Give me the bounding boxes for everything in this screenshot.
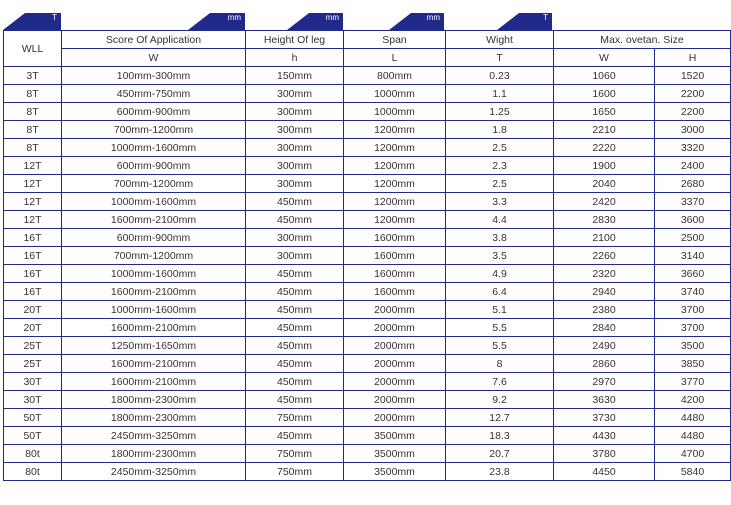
- table-row: [4, 193, 731, 211]
- size-h-cell: 4200: [655, 391, 731, 409]
- table-row: [4, 211, 731, 229]
- table-row: [4, 139, 731, 157]
- leg-height-cell: 450mm: [246, 193, 344, 211]
- unit-tab-span: mm: [389, 13, 444, 30]
- weight-cell: 9.2: [446, 391, 554, 409]
- leg-height-cell: 450mm: [246, 265, 344, 283]
- size-h-cell: 2400: [655, 157, 731, 175]
- leg-height-cell: 300mm: [246, 103, 344, 121]
- size-h-cell: 3000: [655, 121, 731, 139]
- weight-cell: 1.25: [446, 103, 554, 121]
- table-row: [4, 391, 731, 409]
- application-cell: 600mm-900mm: [62, 103, 246, 121]
- leg-height-cell: 300mm: [246, 157, 344, 175]
- leg-height-cell: 450mm: [246, 391, 344, 409]
- table-row: [4, 157, 731, 175]
- size-w-cell: 3630: [554, 391, 655, 409]
- span-cell: 2000mm: [344, 373, 446, 391]
- size-w-cell: 2860: [554, 355, 655, 373]
- weight-cell: 1.1: [446, 85, 554, 103]
- header-application: Score Of Application: [62, 31, 246, 49]
- table-body: [4, 67, 731, 481]
- wll-cell: 16T: [4, 283, 62, 301]
- size-w-cell: 4430: [554, 427, 655, 445]
- size-w-cell: 1060: [554, 67, 655, 85]
- size-h-cell: 1520: [655, 67, 731, 85]
- table-row: [4, 283, 731, 301]
- span-cell: 2000mm: [344, 391, 446, 409]
- application-cell: 700mm-1200mm: [62, 247, 246, 265]
- size-w-cell: 2210: [554, 121, 655, 139]
- size-h-cell: 2200: [655, 85, 731, 103]
- application-cell: 1600mm-2100mm: [62, 355, 246, 373]
- wll-cell: 8T: [4, 85, 62, 103]
- wll-cell: 8T: [4, 103, 62, 121]
- span-cell: 2000mm: [344, 355, 446, 373]
- leg-height-cell: 300mm: [246, 121, 344, 139]
- application-cell: 1000mm-1600mm: [62, 265, 246, 283]
- size-h-cell: 4480: [655, 427, 731, 445]
- application-cell: 1000mm-1600mm: [62, 139, 246, 157]
- size-w-cell: 2100: [554, 229, 655, 247]
- unit-tab-strip: [3, 13, 731, 30]
- size-w-cell: 2490: [554, 337, 655, 355]
- span-cell: 3500mm: [344, 463, 446, 481]
- wll-cell: 80t: [4, 445, 62, 463]
- span-cell: 1600mm: [344, 247, 446, 265]
- table-row: [4, 319, 731, 337]
- unit-tab-leg: mm: [287, 13, 343, 30]
- wll-cell: 50T: [4, 427, 62, 445]
- application-cell: 600mm-900mm: [62, 157, 246, 175]
- wll-cell: 8T: [4, 121, 62, 139]
- span-cell: 2000mm: [344, 409, 446, 427]
- wll-cell: 25T: [4, 337, 62, 355]
- size-h-cell: 3740: [655, 283, 731, 301]
- application-cell: 1600mm-2100mm: [62, 283, 246, 301]
- subheader-t: T: [446, 49, 554, 67]
- weight-cell: 2.5: [446, 139, 554, 157]
- weight-cell: 3.5: [446, 247, 554, 265]
- size-h-cell: 2680: [655, 175, 731, 193]
- application-cell: 600mm-900mm: [62, 229, 246, 247]
- span-cell: 1200mm: [344, 175, 446, 193]
- table-row: [4, 301, 731, 319]
- leg-height-cell: 750mm: [246, 445, 344, 463]
- leg-height-cell: 300mm: [246, 139, 344, 157]
- size-h-cell: 3700: [655, 301, 731, 319]
- weight-cell: 7.6: [446, 373, 554, 391]
- application-cell: 1600mm-2100mm: [62, 373, 246, 391]
- size-w-cell: 2040: [554, 175, 655, 193]
- wll-cell: 25T: [4, 355, 62, 373]
- application-cell: 1800mm-2300mm: [62, 391, 246, 409]
- span-cell: 1200mm: [344, 157, 446, 175]
- application-cell: 1800mm-2300mm: [62, 409, 246, 427]
- span-cell: 2000mm: [344, 319, 446, 337]
- leg-height-cell: 450mm: [246, 337, 344, 355]
- wll-cell: 80t: [4, 463, 62, 481]
- table-row: [4, 265, 731, 283]
- subheader-size-w: W: [554, 49, 655, 67]
- application-cell: 2450mm-3250mm: [62, 427, 246, 445]
- leg-height-cell: 450mm: [246, 301, 344, 319]
- leg-height-cell: 300mm: [246, 85, 344, 103]
- wll-cell: 16T: [4, 247, 62, 265]
- table-row: [4, 85, 731, 103]
- size-w-cell: 2940: [554, 283, 655, 301]
- size-w-cell: 2380: [554, 301, 655, 319]
- span-cell: 1600mm: [344, 229, 446, 247]
- application-cell: 450mm-750mm: [62, 85, 246, 103]
- span-cell: 1000mm: [344, 85, 446, 103]
- span-cell: 2000mm: [344, 301, 446, 319]
- size-h-cell: 3770: [655, 373, 731, 391]
- span-cell: 1600mm: [344, 265, 446, 283]
- leg-height-cell: 450mm: [246, 355, 344, 373]
- header-wll: WLL: [4, 31, 62, 67]
- weight-cell: 6.4: [446, 283, 554, 301]
- unit-tab-wll: T: [3, 13, 61, 30]
- wll-cell: 20T: [4, 301, 62, 319]
- size-w-cell: 3780: [554, 445, 655, 463]
- unit-tab-weight: T: [497, 13, 552, 30]
- size-h-cell: 4480: [655, 409, 731, 427]
- leg-height-cell: 750mm: [246, 463, 344, 481]
- size-h-cell: 2500: [655, 229, 731, 247]
- weight-cell: 8: [446, 355, 554, 373]
- size-w-cell: 2970: [554, 373, 655, 391]
- wll-cell: 20T: [4, 319, 62, 337]
- weight-cell: 1.8: [446, 121, 554, 139]
- leg-height-cell: 450mm: [246, 427, 344, 445]
- span-cell: 1200mm: [344, 193, 446, 211]
- wll-cell: 16T: [4, 265, 62, 283]
- size-w-cell: 1600: [554, 85, 655, 103]
- wll-cell: 12T: [4, 157, 62, 175]
- size-h-cell: 3850: [655, 355, 731, 373]
- header-max-size: Max. ovetan. Size: [554, 31, 731, 49]
- leg-height-cell: 450mm: [246, 373, 344, 391]
- subheader-w: W: [62, 49, 246, 67]
- table-row: [4, 247, 731, 265]
- subheader-size-h: H: [655, 49, 731, 67]
- size-w-cell: 1900: [554, 157, 655, 175]
- table-row: [4, 373, 731, 391]
- size-w-cell: 3730: [554, 409, 655, 427]
- weight-cell: 5.1: [446, 301, 554, 319]
- size-h-cell: 3500: [655, 337, 731, 355]
- size-h-cell: 3660: [655, 265, 731, 283]
- size-w-cell: 4450: [554, 463, 655, 481]
- leg-height-cell: 300mm: [246, 175, 344, 193]
- table-row: [4, 355, 731, 373]
- weight-cell: 20.7: [446, 445, 554, 463]
- size-h-cell: 3700: [655, 319, 731, 337]
- subheader-l: L: [344, 49, 446, 67]
- size-h-cell: 3600: [655, 211, 731, 229]
- size-w-cell: 2420: [554, 193, 655, 211]
- application-cell: 700mm-1200mm: [62, 121, 246, 139]
- table-row: [4, 175, 731, 193]
- span-cell: 3500mm: [344, 427, 446, 445]
- span-cell: 1200mm: [344, 211, 446, 229]
- size-h-cell: 3320: [655, 139, 731, 157]
- application-cell: 1000mm-1600mm: [62, 301, 246, 319]
- size-h-cell: 4700: [655, 445, 731, 463]
- size-h-cell: 5840: [655, 463, 731, 481]
- application-cell: 700mm-1200mm: [62, 175, 246, 193]
- weight-cell: 3.3: [446, 193, 554, 211]
- table-row: [4, 103, 731, 121]
- wll-cell: 30T: [4, 391, 62, 409]
- subheader-h: h: [246, 49, 344, 67]
- wll-cell: 30T: [4, 373, 62, 391]
- table-row: [4, 121, 731, 139]
- wll-cell: 8T: [4, 139, 62, 157]
- application-cell: 100mm-300mm: [62, 67, 246, 85]
- span-cell: 1000mm: [344, 103, 446, 121]
- size-w-cell: 2830: [554, 211, 655, 229]
- span-cell: 3500mm: [344, 445, 446, 463]
- wll-cell: 16T: [4, 229, 62, 247]
- application-cell: 2450mm-3250mm: [62, 463, 246, 481]
- table-row: [4, 409, 731, 427]
- size-h-cell: 2200: [655, 103, 731, 121]
- leg-height-cell: 450mm: [246, 319, 344, 337]
- wll-cell: 12T: [4, 175, 62, 193]
- table-row: [4, 445, 731, 463]
- application-cell: 1600mm-2100mm: [62, 319, 246, 337]
- weight-cell: 5.5: [446, 337, 554, 355]
- table-row: [4, 337, 731, 355]
- wll-cell: 50T: [4, 409, 62, 427]
- specification-table: [3, 30, 731, 481]
- size-h-cell: 3370: [655, 193, 731, 211]
- table-row: [4, 229, 731, 247]
- weight-cell: 0.23: [446, 67, 554, 85]
- header-span: Span: [344, 31, 446, 49]
- size-w-cell: 2320: [554, 265, 655, 283]
- leg-height-cell: 450mm: [246, 211, 344, 229]
- table-row: [4, 67, 731, 85]
- application-cell: 1600mm-2100mm: [62, 211, 246, 229]
- leg-height-cell: 300mm: [246, 229, 344, 247]
- application-cell: 1250mm-1650mm: [62, 337, 246, 355]
- weight-cell: 2.5: [446, 175, 554, 193]
- table-row: [4, 463, 731, 481]
- weight-cell: 5.5: [446, 319, 554, 337]
- weight-cell: 18.3: [446, 427, 554, 445]
- application-cell: 1800mm-2300mm: [62, 445, 246, 463]
- weight-cell: 2.3: [446, 157, 554, 175]
- size-w-cell: 2220: [554, 139, 655, 157]
- leg-height-cell: 450mm: [246, 283, 344, 301]
- unit-tab-application: mm: [188, 13, 245, 30]
- header-leg-height: Height Of leg: [246, 31, 344, 49]
- weight-cell: 4.9: [446, 265, 554, 283]
- wll-cell: 3T: [4, 67, 62, 85]
- weight-cell: 23.8: [446, 463, 554, 481]
- wll-cell: 12T: [4, 211, 62, 229]
- size-w-cell: 1650: [554, 103, 655, 121]
- table-row: [4, 427, 731, 445]
- span-cell: 1200mm: [344, 121, 446, 139]
- span-cell: 800mm: [344, 67, 446, 85]
- weight-cell: 4.4: [446, 211, 554, 229]
- wll-cell: 12T: [4, 193, 62, 211]
- application-cell: 1000mm-1600mm: [62, 193, 246, 211]
- leg-height-cell: 150mm: [246, 67, 344, 85]
- weight-cell: 3.8: [446, 229, 554, 247]
- weight-cell: 12.7: [446, 409, 554, 427]
- span-cell: 1200mm: [344, 139, 446, 157]
- span-cell: 1600mm: [344, 283, 446, 301]
- header-weight: Wight: [446, 31, 554, 49]
- span-cell: 2000mm: [344, 337, 446, 355]
- size-w-cell: 2840: [554, 319, 655, 337]
- leg-height-cell: 750mm: [246, 409, 344, 427]
- leg-height-cell: 300mm: [246, 247, 344, 265]
- size-w-cell: 2260: [554, 247, 655, 265]
- size-h-cell: 3140: [655, 247, 731, 265]
